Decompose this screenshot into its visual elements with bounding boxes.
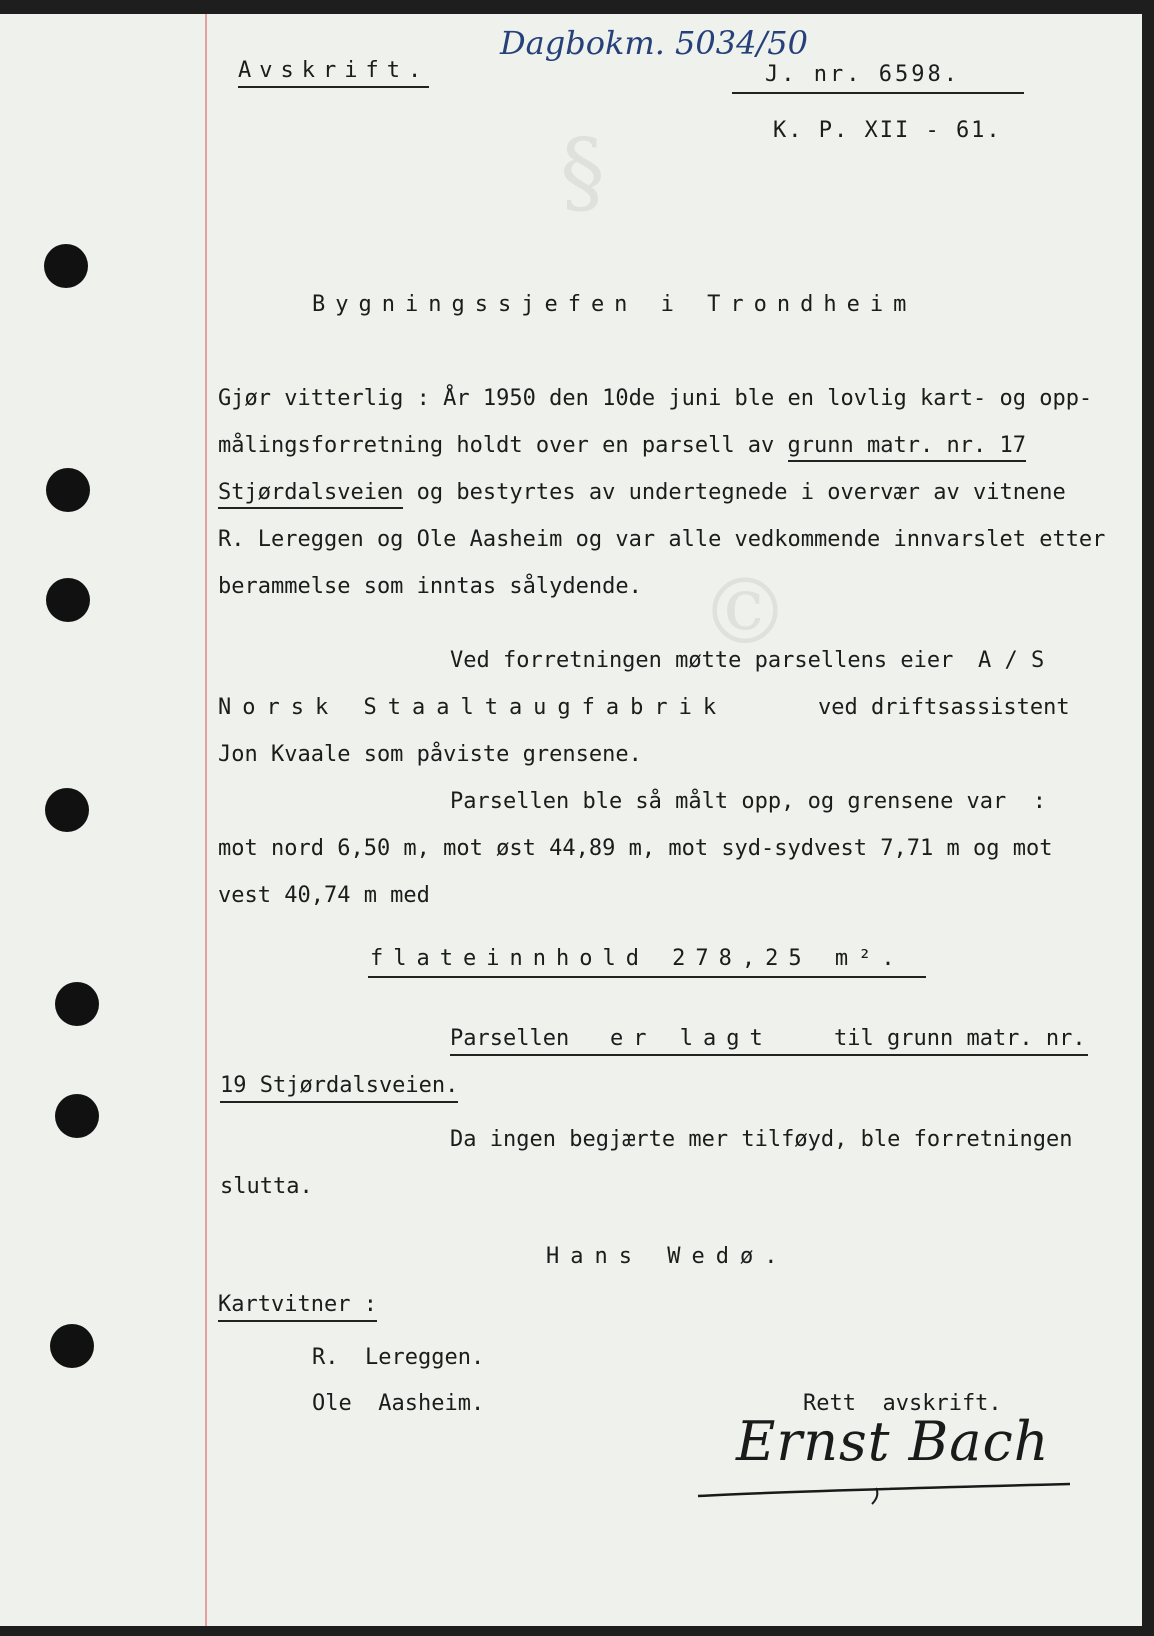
signature-text: Ernst Bach: [736, 1410, 1050, 1473]
body-text: til grunn matr. nr.: [834, 1026, 1086, 1051]
binder-hole: [55, 982, 99, 1026]
body-line: slutta.: [220, 1174, 313, 1199]
body-line: Ved forretningen møtte parsellens eier: [450, 648, 954, 673]
area-line: flateinnhold 278,25 m².: [370, 946, 905, 971]
binder-hole: [45, 788, 89, 832]
body-text: ved driftsassistent: [818, 695, 1070, 720]
binder-hole: [46, 578, 90, 622]
body-line: R. Lereggen og Ole Aasheim og var alle vedkommende innvarslet etter: [218, 527, 1106, 552]
show-through-mark: ©: [700, 560, 790, 665]
journal-number: J. nr. 6598.: [765, 62, 960, 87]
document-label: Avskrift.: [238, 58, 429, 88]
certification-text: Rett avskrift.: [803, 1391, 1002, 1416]
body-line: berammelse som inntas sålydende.: [218, 574, 642, 599]
binder-hole: [50, 1324, 94, 1368]
kp-reference: K. P. XII - 61.: [773, 118, 1002, 143]
property-reference: grunn matr. nr. 17: [788, 433, 1026, 462]
area-underline: [368, 976, 926, 978]
scan-edge-right: [1142, 0, 1154, 1636]
witness-name: Ole Aasheim.: [312, 1391, 485, 1416]
body-text: målingsforretning holdt over en parsell av: [218, 433, 788, 458]
show-through-mark: §: [560, 120, 605, 225]
scan-edge-bottom: [0, 1626, 1154, 1636]
transfer-underline: [450, 1054, 1088, 1056]
handwritten-reference: Dagbokm. 5034/50: [500, 24, 808, 62]
witnesses-label: Kartvitner :: [218, 1292, 377, 1322]
body-line: 19 Stjørdalsveien.: [220, 1073, 458, 1103]
body-text: A / S: [978, 648, 1045, 673]
journal-underline: [732, 92, 1024, 94]
margin-line: [205, 14, 207, 1626]
body-line: [218, 480, 1066, 506]
body-line: [218, 433, 1026, 459]
binder-hole: [46, 468, 90, 512]
body-line: mot nord 6,50 m, mot øst 44,89 m, mot syd-sydvest 7,71 m og mot: [218, 836, 1053, 861]
company-name: Norsk Staaltaugfabrik: [218, 695, 728, 720]
scan-edge-top: [0, 0, 1154, 14]
document-title: Bygningssjefen i Trondheim: [312, 292, 917, 317]
body-text: og bestyrtes av undertegnede i overvær av vitnene: [403, 480, 1066, 505]
binder-hole: [55, 1094, 99, 1138]
body-line: Gjør vitterlig : År 1950 den 10de juni ble en lovlig kart- og opp-: [218, 386, 1093, 411]
body-text: er lagt: [610, 1026, 773, 1051]
body-line: Jon Kvaale som påviste grensene.: [218, 742, 642, 767]
binder-hole: [44, 244, 88, 288]
signer-name: Hans Wedø.: [546, 1244, 789, 1269]
body-line: Da ingen begjærte mer tilføyd, ble forretningen: [450, 1127, 1073, 1152]
body-line: vest 40,74 m med: [218, 883, 430, 908]
witness-name: R. Lereggen.: [312, 1345, 485, 1370]
body-line: Parsellen ble så målt opp, og grensene var :: [450, 789, 1047, 814]
street-name: Stjørdalsveien: [218, 480, 403, 509]
signature: [690, 1408, 1090, 1518]
body-text: Parsellen: [450, 1026, 570, 1051]
